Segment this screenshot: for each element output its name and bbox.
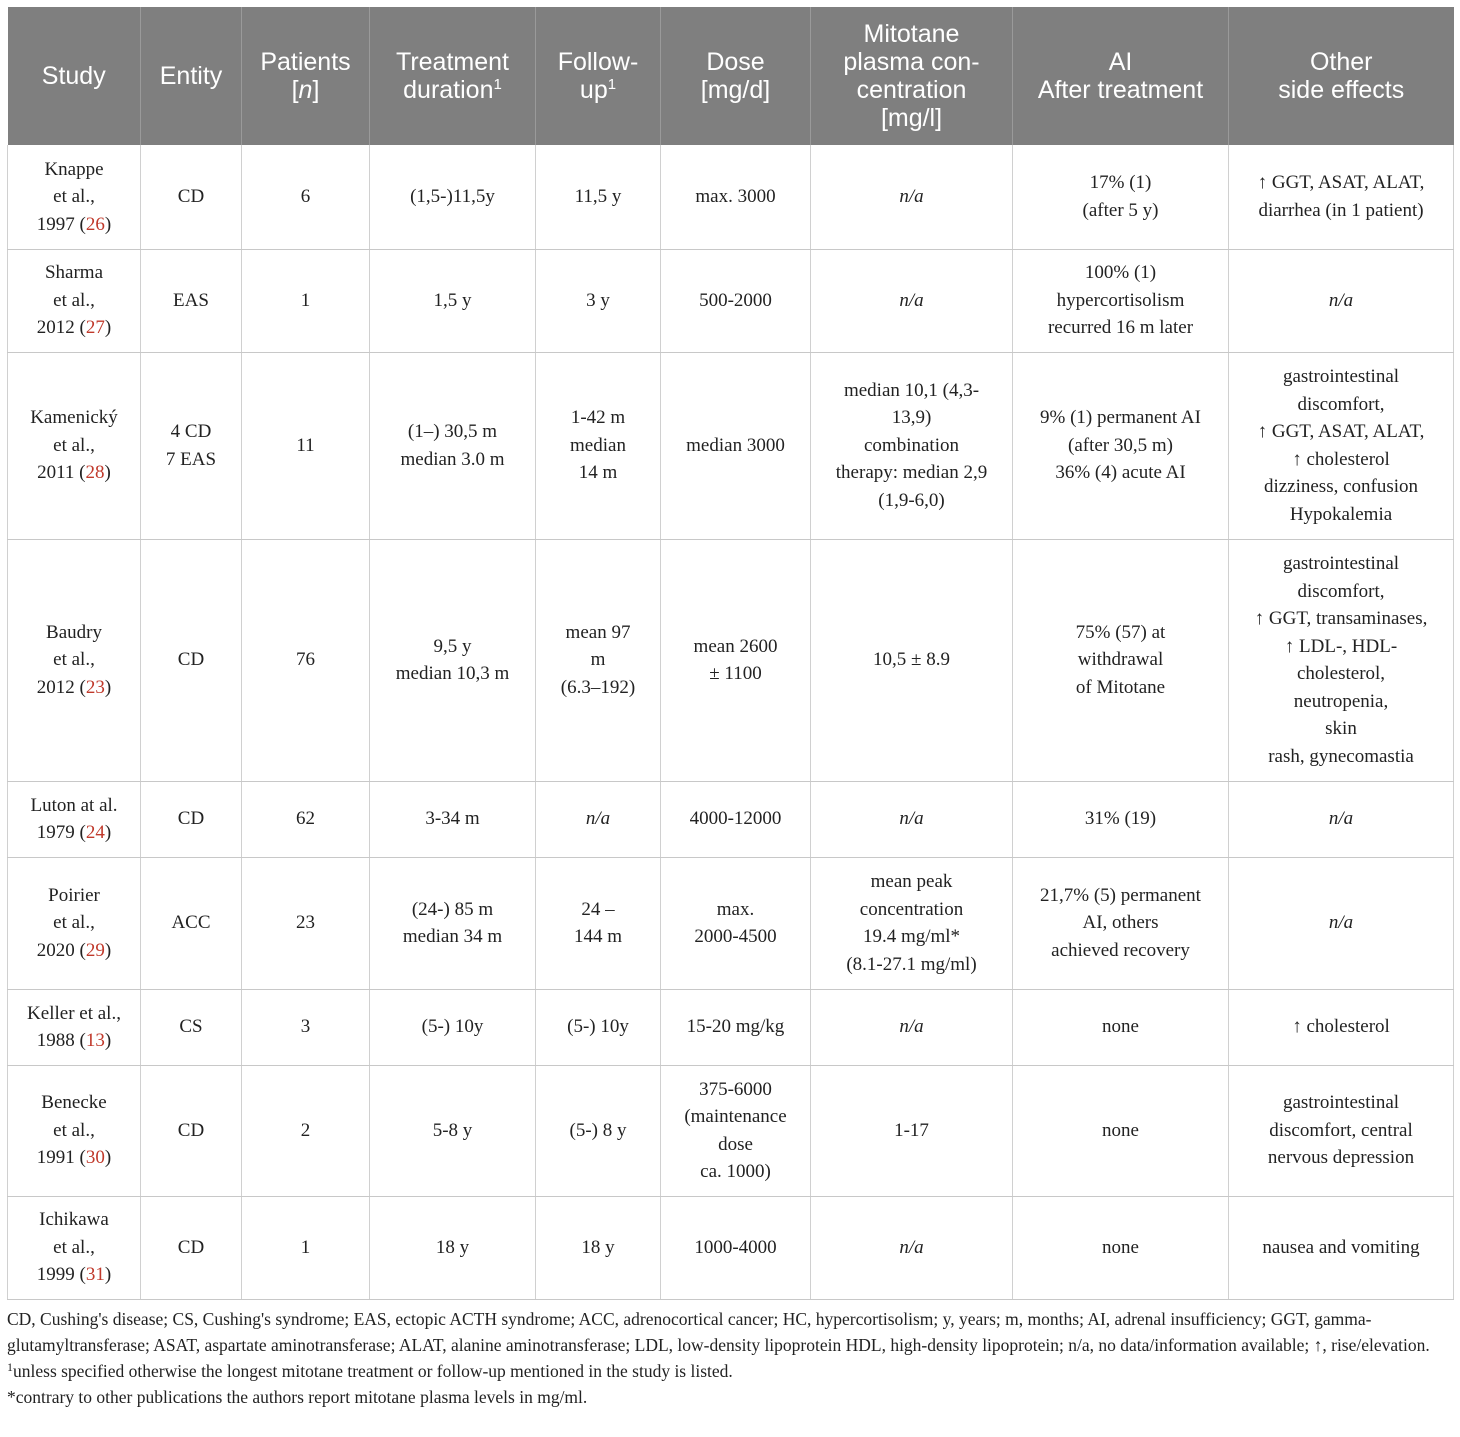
cell-ai: 17% (1) (after 5 y) [1013, 145, 1229, 249]
cell-entity: CS [141, 989, 242, 1065]
cell-entity: CD [141, 1065, 242, 1196]
cell-dose: 1000-4000 [661, 1196, 811, 1299]
reference-link[interactable]: 29 [85, 939, 105, 961]
cell-ai: none [1013, 989, 1229, 1065]
reference-link[interactable]: 27 [85, 317, 105, 339]
cell-entity: CD [141, 1196, 242, 1299]
cell-mitotane: n/a [811, 989, 1013, 1065]
cell-other: ↑ GGT, ASAT, ALAT, diarrhea (in 1 patient) [1229, 145, 1454, 249]
table-footnotes [7, 1306, 1453, 1410]
header-study: Study [8, 7, 141, 145]
cell-treatment: (5-) 10y [370, 989, 536, 1065]
table-row [8, 539, 1454, 781]
cell-dose: max. 3000 [661, 145, 811, 249]
document [7, 7, 1453, 1410]
cell-treatment: (1–) 30,5 m median 3.0 m [370, 352, 536, 539]
header-dose: Dose [mg/d] [661, 7, 811, 145]
table-row [8, 989, 1454, 1065]
cell-treatment: 9,5 y median 10,3 m [370, 539, 536, 781]
cell-other: n/a [1229, 781, 1454, 857]
reference-link[interactable]: 30 [85, 1147, 105, 1169]
footnote-1: $^1$unless specified otherwise the longest mitotane treatment or follow-up mentioned in the study is listed. [7, 1359, 733, 1381]
reference-link[interactable]: 13 [85, 1030, 105, 1051]
cell-ai: none [1013, 1196, 1229, 1299]
cell-study: Knappe et al., 1997 (26) [8, 145, 141, 249]
cell-ai: 75% (57) at withdrawal of Mitotane [1013, 539, 1229, 781]
cell-mitotane: mean peak concentration 19.4 mg/ml* (8.1-27.1 mg/ml) [811, 857, 1013, 989]
cell-mitotane: median 10,1 (4,3- 13,9) combination therapy: median 2,9 (1,9-6,0) [811, 352, 1013, 539]
cell-study: Sharma et al., 2012 (27) [8, 249, 141, 352]
cell-patients: 76 [242, 539, 370, 781]
reference-link[interactable]: 31 [85, 1264, 105, 1286]
cell-treatment: 1,5 y [370, 249, 536, 352]
cell-followup: 1-42 m median 14 m [536, 352, 661, 539]
table-row [8, 352, 1454, 539]
header-row [8, 7, 1454, 145]
cell-ai: 100% (1) hypercortisolism recurred 16 m later [1013, 249, 1229, 352]
table-row [8, 249, 1454, 352]
cell-mitotane: n/a [811, 249, 1013, 352]
cell-followup: 18 y [536, 1196, 661, 1299]
cell-study: Baudry et al., 2012 (23) [8, 539, 141, 781]
cell-study: Ichikawa et al., 1999 (31) [8, 1196, 141, 1299]
cell-followup: 24 – 144 m [536, 857, 661, 989]
cell-study: Poirier et al., 2020 (29) [8, 857, 141, 989]
header-treatment-duration: Treatment duration$^1$ [370, 7, 536, 145]
cell-patients: 23 [242, 857, 370, 989]
cell-treatment: (24-) 85 m median 34 m [370, 857, 536, 989]
header-patients: Patients [n] [242, 7, 370, 145]
cell-patients: 62 [242, 781, 370, 857]
cell-other: ↑ cholesterol [1229, 989, 1454, 1065]
cell-treatment: 18 y [370, 1196, 536, 1299]
header-mitotane-concentration: Mitotane plasma con- centration [mg/l] [811, 7, 1013, 145]
cell-followup: 3 y [536, 249, 661, 352]
table-row [8, 145, 1454, 249]
cell-study: Luton at al. 1979 (24) [8, 781, 141, 857]
cell-other: nausea and vomiting [1229, 1196, 1454, 1299]
cell-dose: median 3000 [661, 352, 811, 539]
abbreviations-note: CD, Cushing's disease; CS, Cushing's syndrome; EAS, ectopic ACTH syndrome; ACC, adrenocortical cancer; HC, hypercortisolism; y, years; m, months; AI, adrenal insufficiency; GGT, gamma-glutamyltransferase; ASAT, aspartate aminotransferase; ALAT, alanine aminotransferase; LDL, low-density lipoprotein HDL, high-density lipoprotein; n/a, no data/information available; ↑, rise/elevation. [7, 1308, 1430, 1355]
cell-mitotane: n/a [811, 1196, 1013, 1299]
cell-patients: 3 [242, 989, 370, 1065]
cell-other: gastrointestinal discomfort, ↑ GGT, ASAT, ALAT, ↑ cholesterol dizziness, confusion Hypokalemia [1229, 352, 1454, 539]
table-row [8, 1065, 1454, 1196]
cell-entity: EAS [141, 249, 242, 352]
header-follow-up: Follow- $up^1$ [536, 7, 661, 145]
cell-treatment: 5-8 y [370, 1065, 536, 1196]
cell-other: gastrointestinal discomfort, ↑ GGT, transaminases, ↑ LDL-, HDL- cholesterol, neutropenia, skin rash, gynecomastia [1229, 539, 1454, 781]
cell-ai: none [1013, 1065, 1229, 1196]
cell-dose: mean 2600 ± 1100 [661, 539, 811, 781]
cell-dose: 500-2000 [661, 249, 811, 352]
table-row [8, 857, 1454, 989]
cell-study: Keller et al., 1988 (13) [8, 989, 141, 1065]
cell-dose: 375-6000 (maintenance dose ca. 1000) [661, 1065, 811, 1196]
cell-ai: 21,7% (5) permanent AI, others achieved recovery [1013, 857, 1229, 989]
header-ai-after-treatment: AI After treatment [1013, 7, 1229, 145]
reference-link[interactable]: 28 [85, 462, 105, 484]
reference-link[interactable]: 24 [85, 822, 105, 843]
cell-followup: (5-) 10y [536, 989, 661, 1065]
cell-mitotane: n/a [811, 145, 1013, 249]
cell-followup: 11,5 y [536, 145, 661, 249]
cell-entity: CD [141, 539, 242, 781]
cell-patients: 2 [242, 1065, 370, 1196]
data-table [7, 7, 1454, 1300]
table-row [8, 781, 1454, 857]
cell-treatment: (1,5-)11,5y [370, 145, 536, 249]
cell-other: gastrointestinal discomfort, central nervous depression [1229, 1065, 1454, 1196]
cell-dose: 15-20 mg/kg [661, 989, 811, 1065]
reference-link[interactable]: 23 [85, 676, 105, 698]
cell-entity: CD [141, 781, 242, 857]
cell-dose: max. 2000-4500 [661, 857, 811, 989]
cell-ai: 31% (19) [1013, 781, 1229, 857]
cell-patients: 6 [242, 145, 370, 249]
cell-study: Kamenický et al., 2011 (28) [8, 352, 141, 539]
cell-patients: 11 [242, 352, 370, 539]
cell-entity: ACC [141, 857, 242, 989]
footnote-asterisk: *contrary to other publications the authors report mitotane plasma levels in mg/ml. [7, 1386, 588, 1407]
cell-entity: 4 CD 7 EAS [141, 352, 242, 539]
header-entity: Entity [141, 7, 242, 145]
cell-mitotane: 10,5 ± 8.9 [811, 539, 1013, 781]
table-row [8, 1196, 1454, 1299]
cell-mitotane: n/a [811, 781, 1013, 857]
cell-dose: 4000-12000 [661, 781, 811, 857]
cell-entity: CD [141, 145, 242, 249]
cell-ai: 9% (1) permanent AI (after 30,5 m) 36% (4) acute AI [1013, 352, 1229, 539]
cell-followup: mean 97 m (6.3–192) [536, 539, 661, 781]
header-other-side-effects: Other side effects [1229, 7, 1454, 145]
cell-other: n/a [1229, 249, 1454, 352]
reference-link[interactable]: 26 [85, 213, 105, 235]
cell-patients: 1 [242, 1196, 370, 1299]
cell-patients: 1 [242, 249, 370, 352]
cell-treatment: 3-34 m [370, 781, 536, 857]
cell-followup: (5-) 8 y [536, 1065, 661, 1196]
cell-study: Benecke et al., 1991 (30) [8, 1065, 141, 1196]
cell-mitotane: 1-17 [811, 1065, 1013, 1196]
cell-other: n/a [1229, 857, 1454, 989]
cell-followup: n/a [536, 781, 661, 857]
